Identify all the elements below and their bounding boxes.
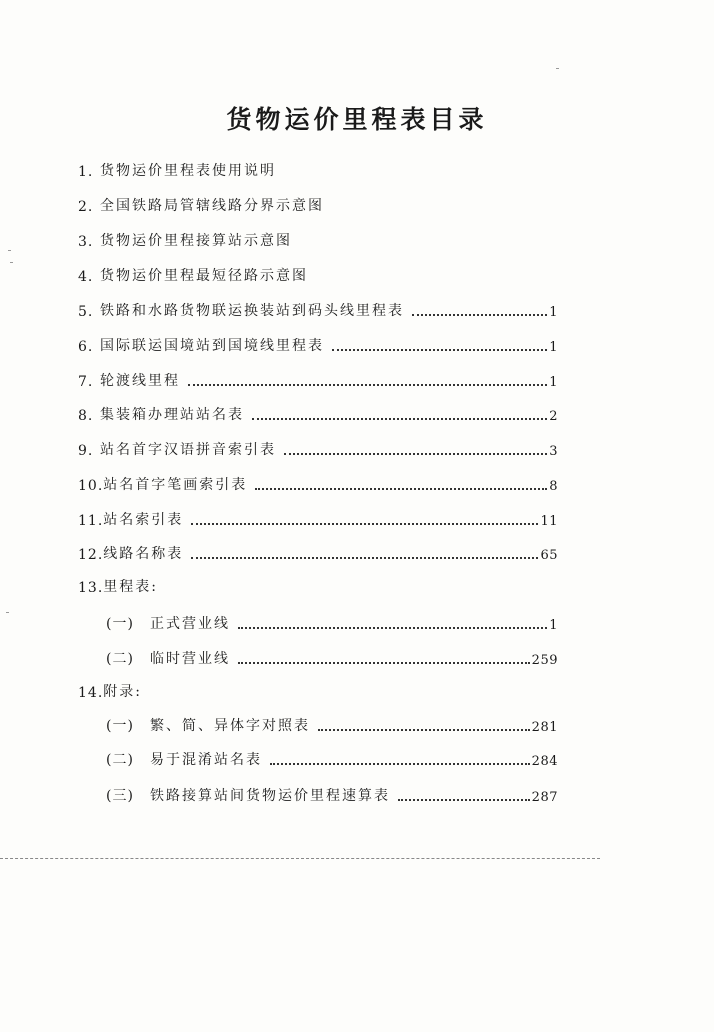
toc-entry-label: 易于混淆站名表	[150, 752, 262, 768]
toc-subentry-13-1[interactable]	[106, 611, 558, 633]
toc-entry-label: 全国铁路局管辖线路分界示意图	[100, 198, 324, 214]
toc-entry-label: 站名索引表	[103, 512, 184, 528]
dot-leader	[284, 453, 547, 455]
toc-entry-8[interactable]	[78, 402, 558, 424]
dot-leader	[318, 729, 530, 731]
toc-entry-label: 附录:	[103, 684, 142, 700]
toc-entry-9[interactable]	[78, 437, 558, 459]
toc-page-number: 281	[531, 720, 558, 735]
toc-entry-12[interactable]	[78, 541, 558, 563]
toc-page-number: 11	[540, 514, 558, 529]
toc-entry-number: 7.	[78, 374, 94, 390]
toc-page-number: 3	[549, 444, 558, 459]
toc-entry-number: (一)	[106, 616, 134, 632]
toc-entry-label: 繁、简、异体字对照表	[150, 718, 310, 734]
page-title: 货物运价里程表目录	[226, 105, 488, 134]
toc-entry-label: 铁路接算站间货物运价里程速算表	[150, 788, 390, 804]
toc-entry-number: 3.	[78, 234, 94, 250]
toc-entry-label: 线路名称表	[103, 546, 184, 562]
toc-entry-label: 铁路和水路货物联运换装站到码头线里程表	[100, 303, 404, 319]
toc-entry-number: (二)	[106, 651, 134, 667]
toc-entry-5[interactable]	[78, 298, 558, 320]
dot-leader	[191, 557, 538, 559]
toc-entry-number: 12.	[78, 547, 104, 563]
toc-entry-number: 1.	[78, 164, 94, 180]
toc-entry-2[interactable]	[78, 193, 558, 215]
dot-leader	[412, 314, 547, 316]
toc-entry-number: (二)	[106, 752, 134, 768]
scan-speck	[10, 262, 13, 263]
page-bottom-rule	[0, 858, 600, 859]
toc-entry-label: 货物运价里程最短径路示意图	[100, 268, 308, 284]
toc-page-number: 287	[531, 790, 558, 805]
toc-entry-label: 正式营业线	[150, 616, 230, 632]
toc-subentry-14-1[interactable]	[106, 713, 558, 735]
toc-entry-10[interactable]	[78, 472, 558, 494]
toc-entry-13[interactable]	[78, 574, 558, 596]
toc-page-number: 259	[531, 653, 558, 668]
toc-entry-label: 轮渡线里程	[100, 373, 180, 389]
toc-entry-label: 站名首字汉语拼音索引表	[100, 442, 276, 458]
toc-page-number: 1	[549, 375, 558, 390]
toc-page-number: 1	[549, 305, 558, 320]
dot-leader	[191, 523, 538, 525]
toc-entry-number: 10.	[78, 478, 104, 494]
scan-speck	[6, 612, 9, 613]
toc-page-number: 284	[531, 754, 558, 769]
dot-leader	[332, 349, 547, 351]
toc-entry-number: 11.	[78, 513, 104, 529]
toc-entry-label: 货物运价里程表使用说明	[100, 163, 276, 179]
toc-subentry-14-3[interactable]	[106, 783, 558, 805]
toc-entry-11[interactable]	[78, 507, 558, 529]
toc-entry-label: 临时营业线	[150, 651, 230, 667]
dot-leader	[238, 662, 530, 664]
toc-entry-number: 5.	[78, 304, 94, 320]
toc-entry-number: 2.	[78, 199, 94, 215]
toc-entry-label: 集装箱办理站站名表	[100, 407, 244, 423]
toc-entry-number: 14.	[78, 685, 104, 701]
toc-entry-label: 站名首字笔画索引表	[103, 477, 248, 493]
scan-speck	[556, 68, 559, 69]
dot-leader	[270, 763, 530, 765]
toc-subentry-14-2[interactable]	[106, 747, 558, 769]
dot-leader	[238, 627, 547, 629]
toc-entry-14[interactable]	[78, 679, 558, 701]
dot-leader	[255, 488, 547, 490]
toc-entry-label: 货物运价里程接算站示意图	[100, 233, 292, 249]
toc-page-number: 1	[549, 618, 558, 633]
toc-entry-number: (三)	[106, 788, 134, 804]
dot-leader	[398, 799, 530, 801]
toc-entry-number: (一)	[106, 718, 134, 734]
toc-entry-3[interactable]	[78, 228, 558, 250]
toc-entry-number: 9.	[78, 443, 94, 459]
toc-entry-1[interactable]	[78, 158, 558, 180]
toc-entry-4[interactable]	[78, 263, 558, 285]
toc-entry-label: 国际联运国境站到国境线里程表	[100, 338, 324, 354]
toc-page-number: 65	[540, 548, 558, 563]
scan-speck	[8, 250, 11, 251]
toc-entry-label: 里程表:	[103, 579, 158, 595]
dot-leader	[188, 384, 547, 386]
toc-entry-number: 13.	[78, 580, 104, 596]
dot-leader	[252, 418, 547, 420]
toc-entry-6[interactable]	[78, 333, 558, 355]
toc-page-number: 8	[549, 479, 558, 494]
toc-entry-number: 4.	[78, 269, 94, 285]
toc-page-number: 2	[549, 409, 558, 424]
toc-entry-number: 6.	[78, 339, 94, 355]
toc-page-number: 1	[549, 340, 558, 355]
toc-entry-7[interactable]	[78, 368, 558, 390]
toc-subentry-13-2[interactable]	[106, 646, 558, 668]
toc-entry-number: 8.	[78, 408, 94, 424]
